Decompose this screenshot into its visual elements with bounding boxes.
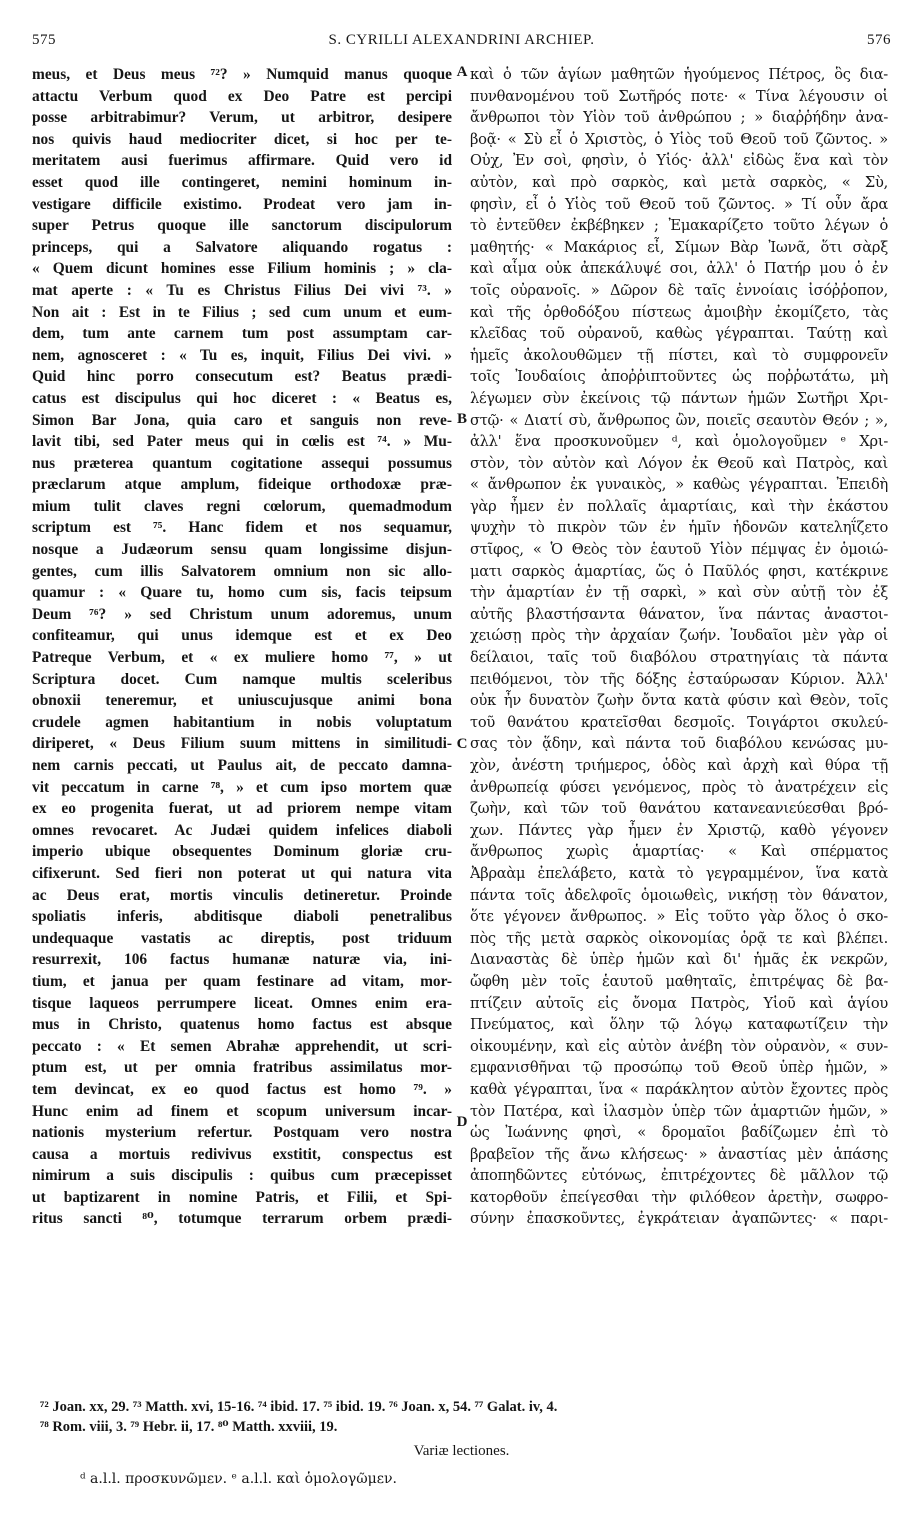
latin-text-line: tisque laqueos perrumpere liceat. Omnes enim era- <box>32 994 452 1012</box>
latin-text-line: posse arbitrabimur? Verum, ut arbitror, desipere <box>32 109 452 127</box>
latin-text-line: Patreque Verbum, et « ex muliere homo ⁷⁷, » ut <box>32 649 452 667</box>
greek-text-line: στὸν, τὸν αὐτὸν καὶ Λόγον ἐκ Θεοῦ καὶ Πατρὸς, καὶ <box>470 454 888 472</box>
greek-text-line: ἡμεῖς ἀκολουθῶμεν τῇ πίστει, καὶ τὸ συμφρονεῖν <box>470 346 888 364</box>
greek-column <box>470 64 888 1230</box>
section-marker-d: D <box>456 1114 468 1130</box>
latin-text-line: ut baptizarent in nomine Patris, et Filii, et Spi- <box>32 1188 452 1206</box>
latin-text-line: attactu Verbum quod ex Deo Patre est percipi <box>32 87 452 105</box>
latin-text-line: cifixerunt. Sed fieri non poterat ut qui natura vita <box>32 864 452 882</box>
greek-text-line: ζωὴν, καὶ τῶν τοῦ θανάτου κατανεανιεύεσθαι βρό- <box>470 800 888 818</box>
greek-text-line: σας τὸν ᾅδην, καὶ πάντα τοῦ διαβόλου κενώσας μυ- <box>470 735 888 753</box>
greek-text-line: κλεῖδας τοῦ οὐρανοῦ, καθὼς γέγραπται. Ταύτῃ καὶ <box>470 325 888 343</box>
variae-lectiones-notes: ᵈ a.l.l. προσκυνῶμεν. ᵉ a.l.l. καὶ ὁμολογῶμεν. <box>80 1471 397 1487</box>
latin-text-line: gentes, cum illis Salvatorem omnium non sic allo- <box>32 562 452 580</box>
greek-text-line: ἀποπηδῶντες εὐτόνως, ἐπιτρέχοντες δὲ μᾶλλον τῷ <box>470 1167 888 1185</box>
footnote-line: ⁷² Joan. xx, 29. ⁷³ Matth. xvi, 15-16. ⁷⁴ ibid. 17. ⁷⁵ ibid. 19. ⁷⁶ Joan. x, 54. ⁷⁷ Galat. iv, 4. <box>40 1399 558 1415</box>
greek-text-line: ὡς Ἰωάννης φησὶ, « δρομαῖοι βαδίζωμεν ἐπὶ τὸ <box>470 1124 888 1142</box>
section-marker-c: C <box>456 736 468 752</box>
greek-text-line: αὐτὸν, καὶ πρὸ σαρκὸς, καὶ μετὰ σαρκὸς, « Σὺ, <box>470 173 888 191</box>
greek-text-line: φησὶν, εἶ ὁ Υἱὸς τοῦ Θεοῦ τοῦ ζῶντος. » Τί οὖν ἄρα <box>470 195 888 213</box>
latin-text-line: meritatem ausi fuerimus affirmare. Quid vero id <box>32 152 452 170</box>
latin-text-line: Deum ⁷⁶? » sed Christum unum adoremus, unum <box>32 605 452 623</box>
greek-text-line: ἀνθρωπείᾳ φύσει γενόμενος, πρὸς τὸ ἀνατρέχειν εἰς <box>470 778 888 796</box>
latin-text-line: mium tulit claves regni cœlorum, quemadmodum <box>32 497 452 515</box>
greek-text-line: βραβεῖον τῆς ἄνω κλήσεως· » ἀναστίας μὲν ἁπάσης <box>470 1145 888 1163</box>
greek-text-line: οἰκουμένην, καὶ εἰς αὐτὸν ἀνέβη τὸν οὐρανὸν, « συν- <box>470 1037 888 1055</box>
latin-text-line: mus in Christo, quatenus homo factus est absque <box>32 1016 452 1034</box>
greek-text-line: τὸν Πατέρα, καὶ ἱλασμὸν ὑπὲρ τῶν ἁμαρτιῶν ἡμῶν, » <box>470 1102 888 1120</box>
greek-text-line: καθὰ γέγραπται, ἵνα « παράκλητον αὐτὸν ἔχοντες πρὸς <box>470 1080 888 1098</box>
latin-text-line: tem devincat, ex eo quod factus est homo ⁷⁹. » <box>32 1080 452 1098</box>
greek-text-line: εμφανισθῆναι τῷ προσώπῳ τοῦ Θεοῦ ὑπὲρ ἡμῶν, » <box>470 1059 888 1077</box>
latin-text-line: resurrexit, 106 factus humanæ naturæ via, ini- <box>32 951 452 969</box>
latin-text-line: dem, tum ante carnem tum post assumptam car- <box>32 325 452 343</box>
latin-text-line: ritus sancti ⁸⁰, totumque terrarum orbem prædi- <box>32 1210 452 1228</box>
greek-text-line: βοᾷ· « Σὺ εἶ ὁ Χριστὸς, ὁ Υἱὸς τοῦ Θεοῦ τοῦ ζῶντος. » <box>470 130 888 148</box>
running-title: S. CYRILLI ALEXANDRINI ARCHIEP. <box>328 32 595 48</box>
latin-text-line: undequaque vastatis ac direptis, post triduum <box>32 929 452 947</box>
latin-text-line: scriptum est ⁷⁵. Hanc fidem et nos sequamur, <box>32 519 452 537</box>
greek-text-line: ματι σαρκὸς ἁμαρτίας, ὥς ὁ Παῦλός φησι, κατέκρινε <box>470 562 888 580</box>
latin-text-line: Simon Bar Jona, quia caro et sanguis non reve- <box>32 411 452 429</box>
latin-text-line: Non ait : Est in te Filius ; sed cum unum et eum- <box>32 303 452 321</box>
greek-text-line: τοῖς οὐρανοῖς. » Δῶρον δὲ ταῖς ἐννοίαις ἰσόῤῥοπον, <box>470 281 888 299</box>
greek-text-line: ὅτε γέγονεν ἄνθρωπος. » Εἰς τοῦτο γὰρ ὅλος ὁ σκο- <box>470 908 888 926</box>
page-number-right: 576 <box>867 32 891 48</box>
footnote-line: ⁷⁸ Rom. viii, 3. ⁷⁹ Hebr. ii, 17. ⁸⁰ Matth. xxviii, 19. <box>40 1419 338 1435</box>
latin-text-line: nem, agnosceret : « Tu es, inquit, Filius Dei vivi. » <box>32 346 452 364</box>
latin-text-line: nationis mysterium refertur. Postquam vero nostra <box>32 1124 452 1142</box>
latin-text-line: nem carnis peccati, ut Paulus ait, de peccato damna- <box>32 757 452 774</box>
page-number-left: 575 <box>32 32 56 48</box>
greek-text-line: Διαναστὰς δὲ ὑπὲρ ἡμῶν καὶ δι' ἡμᾶς ἐκ νεκρῶν, <box>470 951 888 969</box>
latin-text-line: esset quod ille contingeret, nemini hominum in- <box>32 173 452 191</box>
latin-text-line: nos quivis haud mediocriter dicet, si hoc per te- <box>32 130 452 148</box>
latin-text-line: ac Deus erat, mortis vinculis detineretur. Proinde <box>32 886 452 904</box>
greek-text-line: ἄνθρωποι τὸν Υἱὸν τοῦ ἀνθρώπου ; » διαῤῥήδην ἀνα- <box>470 109 888 127</box>
latin-text-line: Scriptura docet. Cum namque multis sceleribus <box>32 670 452 688</box>
latin-text-line: spoliatis inferis, abditisque diaboli penetralibus <box>32 908 452 926</box>
latin-text-line: vit peccatum in carne ⁷⁸, » et cum ipso mortem quæ <box>32 778 452 796</box>
greek-text-line: χειώσῃ πρὸς τὴν ἀρχαίαν ζωήν. Ἰουδαῖοι μὲν γὰρ οἱ <box>470 627 888 645</box>
latin-text-line: quamur : « Quare tu, homo cum sis, facis teipsum <box>32 584 452 602</box>
greek-text-line: καὶ ὁ τῶν ἁγίων μαθητῶν ἡγούμενος Πέτρος, ὃς δια- <box>470 66 888 83</box>
latin-text-line: « Quem dicunt homines esse Filium hominis ; » cla- <box>32 260 452 278</box>
latin-text-line: ex eo progenita fuerat, ut ad priorem nempe vitam <box>32 800 452 818</box>
greek-text-line: δείλαιοι, ταῖς τοῦ διαβόλου στρατηγίαις τὰ πάντα <box>470 649 888 667</box>
greek-text-line: τοῦ θανάτου κρατεῖσθαι δεσμοῖς. Τοιγάρτοι σκυλεύ- <box>470 713 888 731</box>
latin-text-line: tium, et janua per quam festinare ad vitam, mor- <box>32 972 452 990</box>
greek-text-line: σύνην ἐπασκοῦντες, ἐγκράτειαν ἀγαπῶντες· « παρι- <box>470 1210 888 1228</box>
greek-text-line: χὸν, ἀνέστη τριήμερος, ὁδὸς καὶ ἀρχὴ καὶ θύρα τῇ <box>470 757 888 774</box>
greek-text-line: χων. Πάντες γὰρ ἦμεν ἐν Χριστῷ, καθὸ γέγονεν <box>470 821 888 839</box>
latin-text-line: nosque a Judæorum sensu quam longissime disjun- <box>32 541 452 559</box>
variae-lectiones-heading: Variæ lectiones. <box>413 1443 510 1459</box>
latin-text-line: Quid hinc porro consecutum est? Beatus prædi- <box>32 368 452 386</box>
latin-text-line: nimirum a suis discipulis : quibus cum præcepisset <box>32 1167 452 1185</box>
latin-text-line: peccato : « Et semen Abrahæ apprehendit, ut scri- <box>32 1037 452 1055</box>
greek-text-line: στῷ· « Διατί σὺ, ἄνθρωπος ὢν, ποιεῖς σεαυτὸν Θεόν ; », <box>470 411 888 429</box>
greek-text-line: τὴν ἁμαρτίαν ἐν τῇ σαρκὶ, » καὶ σὺν αὐτῇ τὸν ἐξ <box>470 584 888 602</box>
latin-text-line: princeps, qui a Salvatore aliquando rogatus : <box>32 238 452 256</box>
greek-text-line: πυνθανομένου τοῦ Σωτῆρός ποτε· « Τίνα λέγουσιν οἱ <box>470 87 888 105</box>
greek-text-line: οὐκ ἦν δυνατὸν ζωὴν ὄντα κατὰ φύσιν καὶ Θεὸν, τοῖς <box>470 692 888 710</box>
latin-text-line: confiteamur, qui unus idemque est et ex Deo <box>32 627 452 645</box>
greek-text-line: τὸ ἐντεῦθεν ἐκβέβηκεν ; Ἐμακαρίζετο τοῦτο λέγων ὁ <box>470 217 888 235</box>
latin-text-line: lavit tibi, sed Pater meus qui in cœlis est ⁷⁴. » Mu- <box>32 433 452 451</box>
latin-column <box>32 64 452 1230</box>
latin-text-line: imperio ubique obsequentes Dominum gloriæ cru- <box>32 843 452 861</box>
greek-text-line: πὸς τῆς μετὰ σαρκὸς οἰκονομίας ὁρᾷ τε καὶ βλέπει. <box>470 929 888 947</box>
greek-text-line: τοῖς Ἰουδαίοις ἀποῤῥιπτοῦντες ὡς ποῤῥωτάτω, μὴ <box>470 368 888 386</box>
latin-text-line: obnoxii teneremur, et uniuscujusque animi bona <box>32 692 452 710</box>
latin-text-line: catus est discipulus qui hoc diceret : « Beatus es, <box>32 389 452 407</box>
greek-text-line: λέγωμεν σὺν ἐκείνοις τῷ πάντων ἡμῶν Σωτῆρι Χρι- <box>470 389 888 407</box>
greek-text-line: πάντα τοῖς ἀδελφοῖς ὁμοιωθεὶς, νικήσῃ τὸν θάνατον, <box>470 886 888 904</box>
latin-text-line: causa a mortuis redivivus exstitit, conspectus est <box>32 1145 452 1163</box>
greek-text-line: γὰρ ἦμεν ἐν πολλαῖς ἁμαρτίαις, καὶ τὴν ἑκάστου <box>470 497 888 515</box>
latin-text-line: præclarum atque amplum, fideique orthodoxæ præ- <box>32 476 452 494</box>
latin-text-line: ptum est, ut per omnia fratribus assimilatus mor- <box>32 1059 452 1077</box>
greek-text-line: Ἀβραὰμ ἐπελάβετο, κατὰ τὸ γεγραμμένον, ἵνα κατὰ <box>470 864 888 882</box>
greek-text-line: καὶ αἷμα οὐκ ἀπεκάλυψέ σοι, ἀλλ' ὁ Πατήρ μου ὁ ἐν <box>470 260 888 278</box>
greek-text-line: Οὐχ, Ἐν σοὶ, φησὶν, ὁ Υἱός· ἀλλ' εἰδὼς ἕνα καὶ τὸν <box>470 152 888 170</box>
page-header <box>32 32 891 58</box>
latin-text-line: mat aperte : « Tu es Christus Filius Dei vivi ⁷³. » <box>32 281 452 299</box>
greek-text-line: πειθόμενοι, τὸν τῆς δόξης ἐσταύρωσαν Κύριον. Ἀλλ' <box>470 670 888 688</box>
greek-text-line: στῖφος, « Ὁ Θεὸς τὸν ἑαυτοῦ Υἱὸν πέμψας ἐν ὁμοιώ- <box>470 541 888 559</box>
footnotes <box>40 1397 890 1437</box>
latin-text-line: meus, et Deus meus ⁷²? » Numquid manus quoque <box>32 66 452 83</box>
greek-text-line: καὶ τῆς ὀρθοδόξου πίστεως ἀμοιβὴν ἐκομίζετο, τὰς <box>470 303 888 321</box>
greek-text-line: « ἄνθρωπον ἐκ γυναικὸς, » καθὼς γέγραπται. Ἐπειδὴ <box>470 476 888 494</box>
greek-text-line: ἀλλ' ἕνα προσκυνοῦμεν ᵈ, καὶ ὁμολογοῦμεν ᵉ Χρι- <box>470 433 888 451</box>
latin-text-line: Hunc enim ad finem et scopum universum incar- <box>32 1102 452 1120</box>
greek-text-line: Πνεύματος, καὶ ὅλην τῷ λόγῳ καταφωτίζειν τὴν <box>470 1016 888 1034</box>
latin-text-line: diriperet, « Deus Filium suum mittens in similitudi- <box>32 735 452 753</box>
section-marker-a: A <box>456 64 468 80</box>
greek-text-line: ἄνθρωπος χωρὶς ἁμαρτίας· « Καὶ σπέρματος <box>470 843 888 861</box>
greek-text-line: μαθητής· « Μακάριος εἶ, Σίμων Βὰρ Ἰωνᾶ, ὅτι σὰρξ <box>470 238 888 256</box>
greek-text-line: ὤφθη μὲν τοῖς ἑαυτοῦ μαθηταῖς, ἐπιτρέψας δὲ βα- <box>470 972 888 990</box>
greek-text-line: πτίζειν αὐτοῖς εἰς ὄνομα Πατρὸς, Υἱοῦ καὶ ἁγίου <box>470 994 888 1012</box>
greek-text-line: ψυχὴν τὸ πικρὸν τῶν ἐν ἡμῖν ἡδονῶν κατεληΐζετο <box>470 519 888 537</box>
latin-text-line: super Petrus quoque ille sanctorum discipulorum <box>32 217 452 235</box>
latin-text-line: vestigare difficile existimo. Prodeat vero jam in- <box>32 195 452 213</box>
latin-text-line: nus præterea quantum cogitatione assequi possumus <box>32 454 452 472</box>
greek-text-line: κατορθοῦν ἐπείγεσθαι τὴν φιλόθεον ἀρετὴν, σωφρο- <box>470 1188 888 1206</box>
latin-text-line: omnes revocaret. Ac Judæi quidem infelices diaboli <box>32 821 452 839</box>
greek-text-line: αὐτῆς βλαστήσαντα θάνατον, ἵνα πάντας ἀναστοι- <box>470 605 888 623</box>
latin-text-line: crudele agmen habitantium in nobis voluptatum <box>32 713 452 731</box>
section-marker-b: B <box>456 411 467 427</box>
